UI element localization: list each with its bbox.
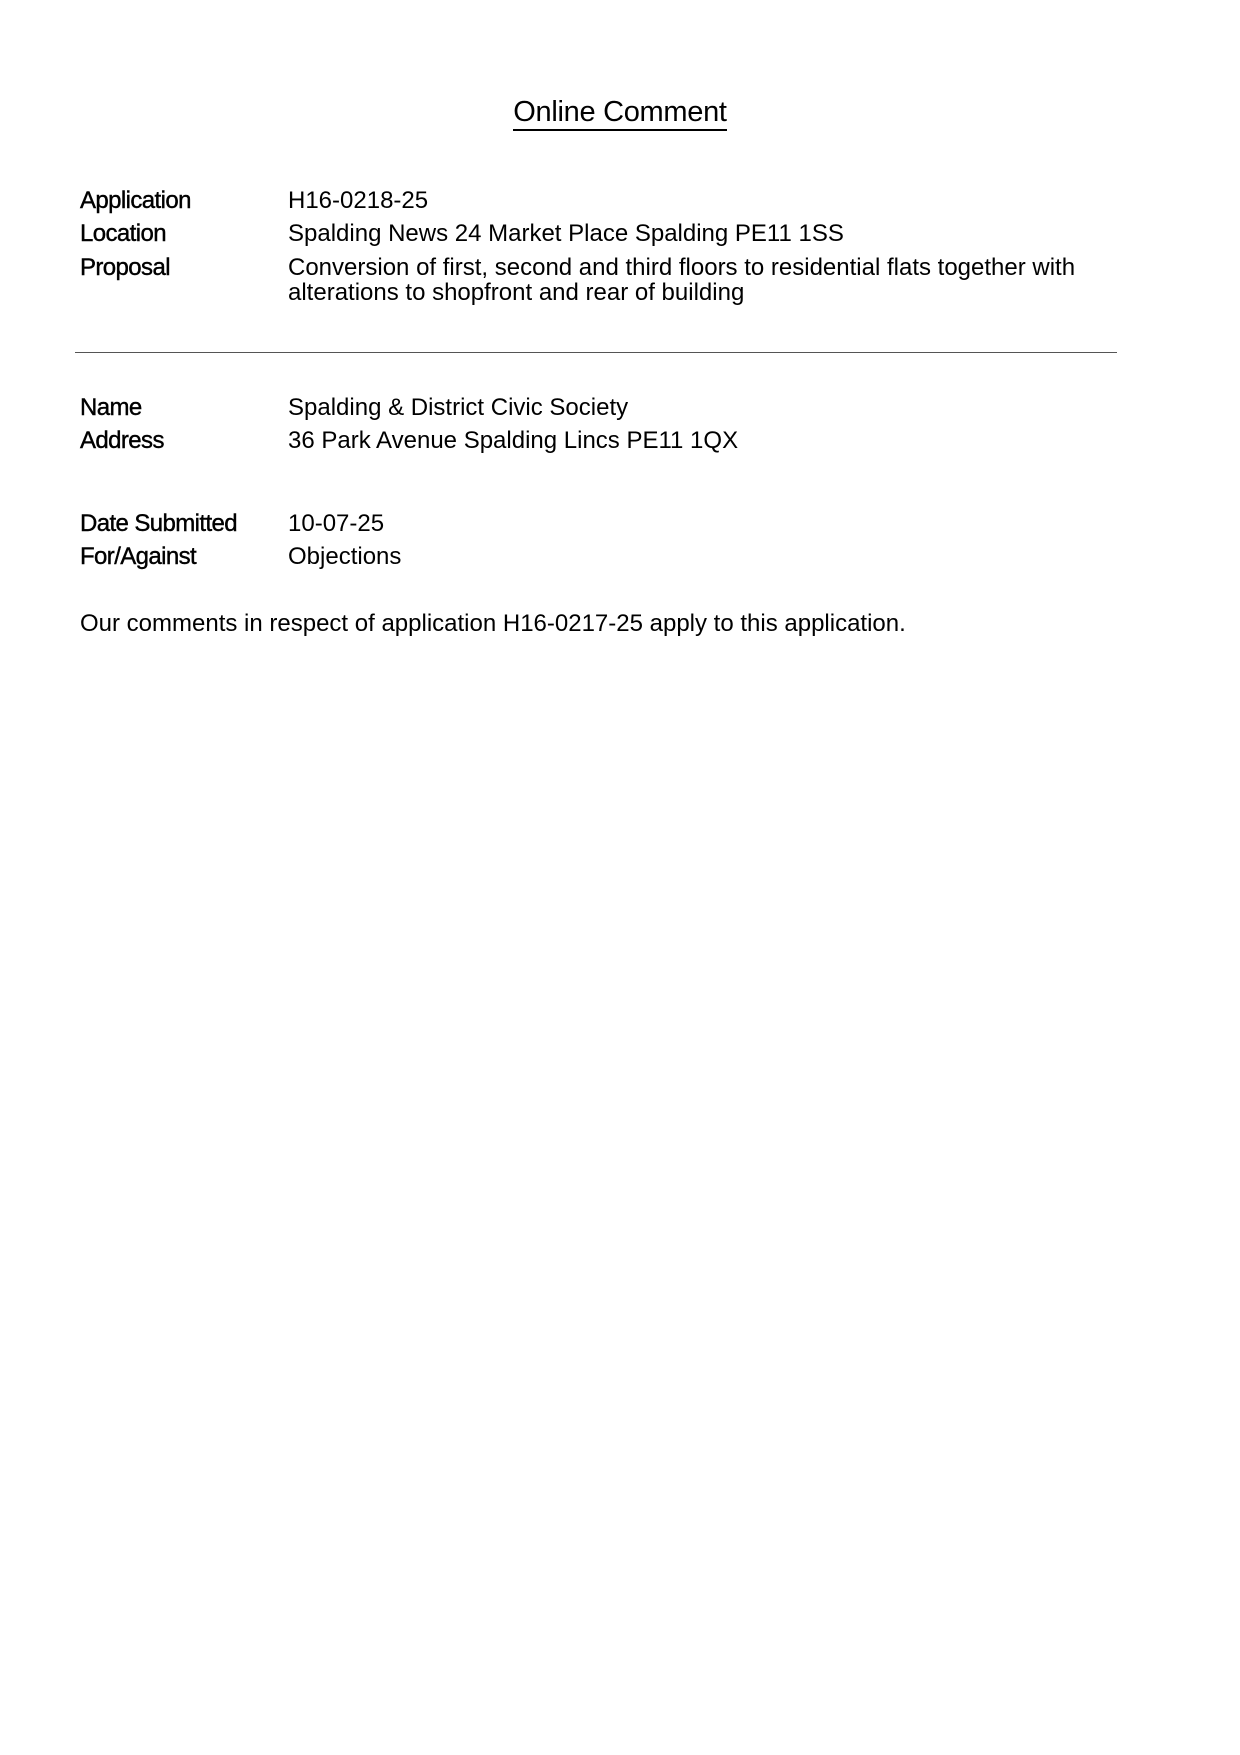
section-divider (75, 352, 1117, 353)
address-value: 36 Park Avenue Spalding Lincs PE11 1QX (288, 427, 739, 454)
date-submitted-label: Date Submitted (80, 510, 238, 537)
location-value: Spalding News 24 Market Place Spalding PE11 1SS (288, 220, 844, 247)
application-label: Application (80, 187, 191, 214)
page-title (0, 96, 1240, 129)
page-title-text: Online Comment (513, 96, 726, 131)
location-label: Location (80, 220, 166, 247)
application-value: H16-0218-25 (288, 187, 429, 214)
for-against-value: Objections (288, 543, 402, 570)
for-against-label: For/Against (80, 543, 197, 570)
proposal-label: Proposal (80, 254, 170, 281)
proposal-value: Conversion of first, second and third floors to residential flats together with alterations to shopfront and rear of building (288, 254, 1076, 306)
date-submitted-value: 10-07-25 (288, 510, 385, 537)
name-label: Name (80, 394, 142, 421)
address-label: Address (80, 427, 164, 454)
name-value: Spalding & District Civic Society (288, 394, 629, 421)
comment-text: Our comments in respect of application H16-0217-25 apply to this application. (80, 610, 906, 637)
